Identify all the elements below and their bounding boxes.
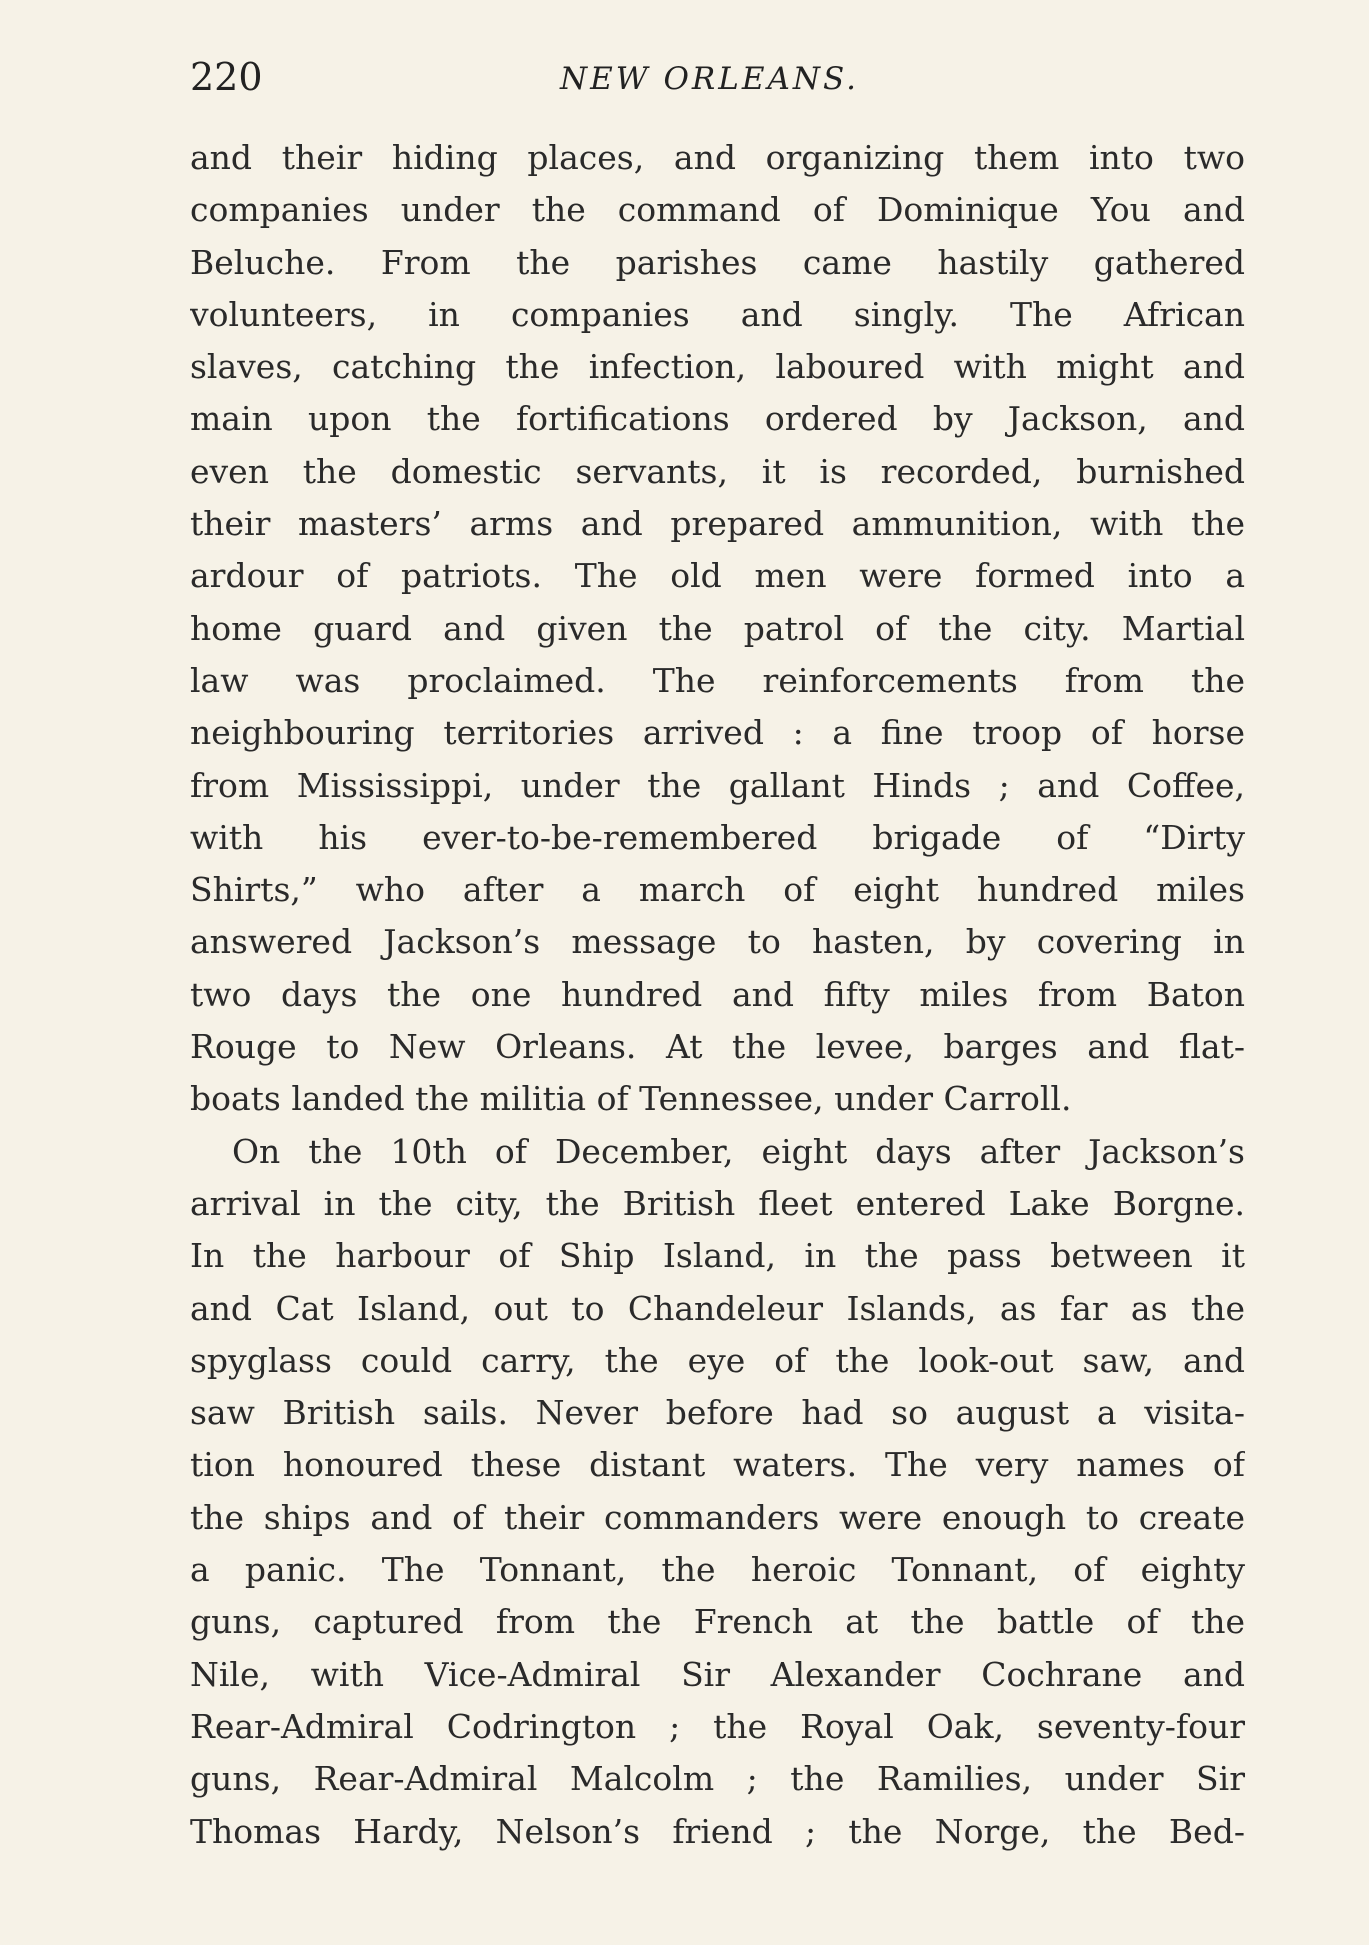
running-head: NEW ORLEANS.	[560, 61, 859, 97]
text-line: spyglass could carry, the eye of the look-out saw, and	[190, 1340, 1245, 1380]
paragraph-2	[190, 1126, 1245, 1858]
text-line: from Mississippi, under the gallant Hinds ; and Coffee,	[190, 765, 1245, 805]
text-line: main upon the fortifications ordered by Jackson, and	[190, 399, 1245, 439]
text-line: guns, captured from the French at the battle of the	[190, 1602, 1245, 1642]
text-line: Rouge to New Orleans. At the levee, barges and flat-	[190, 1027, 1245, 1067]
text-line: home guard and given the patrol of the city. Martial	[190, 608, 1245, 648]
body-text	[190, 132, 1245, 1858]
text-line: neighbouring territories arrived : a fine troop of horse	[190, 713, 1245, 753]
text-line: Nile, with Vice-Admiral Sir Alexander Cochrane and	[190, 1654, 1245, 1694]
text-line: Thomas Hardy, Nelson’s friend ; the Norge, the Bed-	[190, 1811, 1245, 1851]
text-line: with his ever-to-be-remembered brigade of “Dirty	[190, 817, 1245, 857]
page-number: 220	[190, 55, 263, 99]
text-line: Shirts,” who after a march of eight hundred miles	[190, 870, 1245, 910]
page-header	[190, 52, 1250, 102]
text-line: Beluche. From the parishes came hastily gathered	[190, 242, 1245, 282]
text-line: even the domestic servants, it is recorded, burnished	[190, 451, 1245, 491]
text-line: boats landed the militia of Tennessee, under Carroll.	[190, 1079, 1072, 1119]
text-line: two days the one hundred and fifty miles from Baton	[190, 974, 1245, 1014]
text-line: a panic. The Tonnant, the heroic Tonnant, of eighty	[190, 1550, 1245, 1590]
text-line: slaves, catching the infection, laboured with might and	[190, 347, 1245, 387]
text-line: On the 10th of December, eight days after Jackson’s	[232, 1131, 1245, 1171]
text-line: guns, Rear-Admiral Malcolm ; the Ramilies, under Sir	[190, 1759, 1245, 1799]
text-line: the ships and of their commanders were enough to create	[190, 1497, 1245, 1537]
text-line: volunteers, in companies and singly. The African	[190, 294, 1245, 334]
text-line: saw British sails. Never before had so august a visita-	[190, 1393, 1245, 1433]
text-line: answered Jackson’s message to hasten, by covering in	[190, 922, 1245, 962]
text-line: their masters’ arms and prepared ammunition, with the	[190, 504, 1245, 544]
text-line: In the harbour of Ship Island, in the pass between it	[190, 1236, 1245, 1276]
paragraph-1	[190, 132, 1245, 1126]
text-line: companies under the command of Dominique You and	[190, 190, 1245, 230]
text-line: tion honoured these distant waters. The very names of	[190, 1445, 1245, 1485]
text-line: ardour of patriots. The old men were formed into a	[190, 556, 1245, 596]
text-line: and Cat Island, out to Chandeleur Islands, as far as the	[190, 1288, 1245, 1328]
text-line: arrival in the city, the British fleet entered Lake Borgne.	[190, 1183, 1245, 1223]
text-line: Rear-Admiral Codrington ; the Royal Oak, seventy-four	[190, 1706, 1245, 1746]
text-line: and their hiding places, and organizing them into two	[190, 138, 1245, 177]
text-line: law was proclaimed. The reinforcements from the	[190, 660, 1245, 700]
